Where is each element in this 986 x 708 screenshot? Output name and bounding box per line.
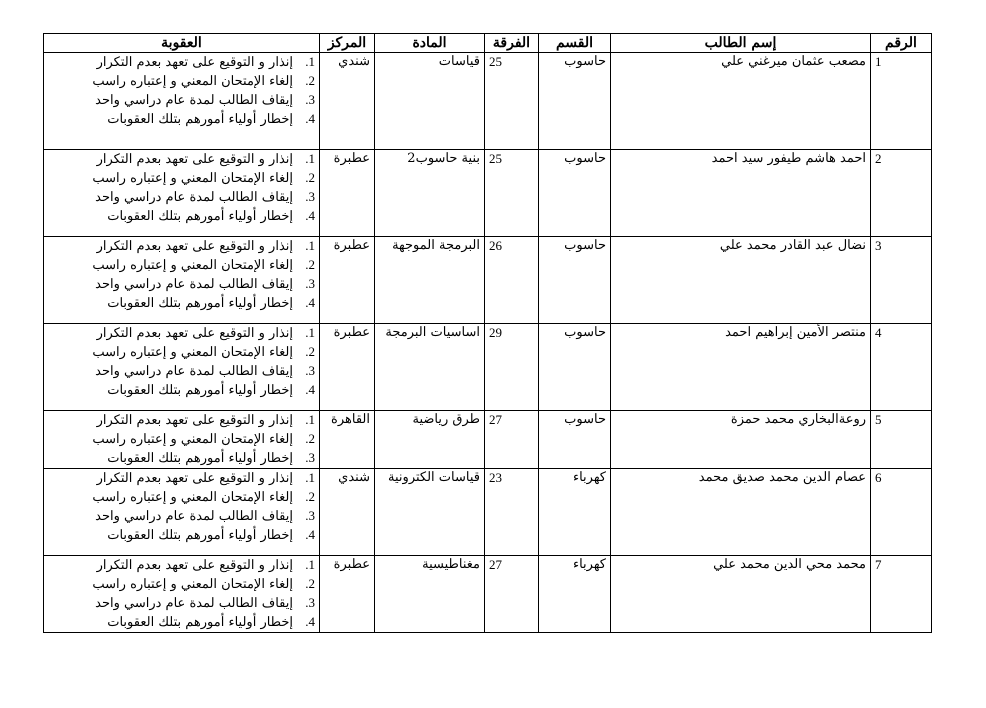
- exam-center: شندي: [320, 53, 375, 150]
- table-row: [44, 556, 932, 633]
- penalty-index: 2.: [305, 431, 315, 446]
- table-body: [44, 53, 932, 633]
- penalty-item: [48, 188, 315, 207]
- header-center: المركز: [320, 34, 375, 53]
- penalty-index: 2.: [305, 73, 315, 88]
- penalty-text: إيقاف الطالب لمدة عام دراسي واحد: [95, 364, 293, 379]
- year-level: 25: [485, 53, 539, 150]
- year-level: 27: [485, 556, 539, 633]
- penalty-index: 1.: [305, 238, 315, 253]
- penalty-item: [48, 53, 315, 72]
- row-number: 2: [871, 150, 932, 237]
- exam-center: عطبرة: [320, 324, 375, 411]
- penalty-item: [48, 594, 315, 613]
- penalty-text: إلغاء الإمتحان المعني و إعتباره راسب: [92, 74, 293, 89]
- penalty-text: إنذار و التوقيع على تعهد بعدم التكرار: [96, 413, 293, 428]
- penalty-text: إنذار و التوقيع على تعهد بعدم التكرار: [96, 239, 293, 254]
- penalty-item: [48, 430, 315, 449]
- penalty-item: [48, 275, 315, 294]
- penalty-text: إخطار أولياء أمورهم بتلك العقوبات: [107, 451, 293, 466]
- penalty-item: [48, 110, 315, 129]
- penalty-index: 4.: [305, 382, 315, 397]
- penalty-item: [48, 507, 315, 526]
- table-row: [44, 469, 932, 556]
- penalty-item: [48, 556, 315, 575]
- header-student: إسم الطالب: [611, 34, 871, 53]
- penalty-item: [48, 169, 315, 188]
- penalty-item: [48, 150, 315, 169]
- penalty-item: [48, 72, 315, 91]
- header-department: القسم: [539, 34, 611, 53]
- penalty-index: 4.: [305, 208, 315, 223]
- penalty-index: 3.: [305, 363, 315, 378]
- penalty-cell: [44, 411, 320, 469]
- penalty-item: [48, 256, 315, 275]
- row-number: 6: [871, 469, 932, 556]
- penalty-index: 2.: [305, 257, 315, 272]
- penalty-index: 2.: [305, 170, 315, 185]
- row-number: 1: [871, 53, 932, 150]
- penalty-index: 3.: [305, 92, 315, 107]
- penalty-text: إخطار أولياء أمورهم بتلك العقوبات: [107, 383, 293, 398]
- department: حاسوب: [539, 324, 611, 411]
- department: كهرباء: [539, 556, 611, 633]
- penalty-list: [48, 324, 315, 400]
- penalty-text: إلغاء الإمتحان المعني و إعتباره راسب: [92, 171, 293, 186]
- exam-center: شندي: [320, 469, 375, 556]
- table-row: [44, 53, 932, 150]
- exam-center: عطبرة: [320, 237, 375, 324]
- penalty-cell: [44, 556, 320, 633]
- penalty-list: [48, 469, 315, 545]
- subject: قياسات الكترونية: [375, 469, 485, 556]
- penalty-text: إنذار و التوقيع على تعهد بعدم التكرار: [96, 152, 293, 167]
- student-name: منتصر الأمين إبراهيم احمد: [611, 324, 871, 411]
- penalty-text: إخطار أولياء أمورهم بتلك العقوبات: [107, 296, 293, 311]
- penalty-text: إنذار و التوقيع على تعهد بعدم التكرار: [96, 326, 293, 341]
- header-subject: المادة: [375, 34, 485, 53]
- penalty-cell: [44, 237, 320, 324]
- penalty-text: إيقاف الطالب لمدة عام دراسي واحد: [95, 277, 293, 292]
- penalty-item: [48, 575, 315, 594]
- subject: بنية حاسوب2: [375, 150, 485, 237]
- row-number: 3: [871, 237, 932, 324]
- penalty-item: [48, 449, 315, 468]
- department: حاسوب: [539, 237, 611, 324]
- header-penalty: العقوبة: [44, 34, 320, 53]
- header-year: الفرقة: [485, 34, 539, 53]
- penalty-text: إخطار أولياء أمورهم بتلك العقوبات: [107, 209, 293, 224]
- penalty-index: 3.: [305, 450, 315, 465]
- penalty-index: 2.: [305, 489, 315, 504]
- department: كهرباء: [539, 469, 611, 556]
- year-level: 29: [485, 324, 539, 411]
- penalty-cell: [44, 150, 320, 237]
- row-number: 4: [871, 324, 932, 411]
- penalty-item: [48, 91, 315, 110]
- year-level: 23: [485, 469, 539, 556]
- header-number: الرقم: [871, 34, 932, 53]
- department: حاسوب: [539, 53, 611, 150]
- penalty-item: [48, 207, 315, 226]
- year-level: 25: [485, 150, 539, 237]
- year-level: 27: [485, 411, 539, 469]
- student-name: نضال عبد القادر محمد علي: [611, 237, 871, 324]
- penalty-cell: [44, 53, 320, 150]
- penalty-item: [48, 526, 315, 545]
- subject: مغناطيسية: [375, 556, 485, 633]
- table-row: [44, 411, 932, 469]
- penalty-item: [48, 324, 315, 343]
- header-row: [44, 34, 932, 53]
- department: حاسوب: [539, 411, 611, 469]
- row-number: 5: [871, 411, 932, 469]
- penalty-index: 3.: [305, 189, 315, 204]
- penalty-text: إلغاء الإمتحان المعني و إعتباره راسب: [92, 345, 293, 360]
- student-name: مصعب عثمان ميرغني علي: [611, 53, 871, 150]
- penalty-index: 3.: [305, 595, 315, 610]
- penalty-text: إلغاء الإمتحان المعني و إعتباره راسب: [92, 258, 293, 273]
- penalty-index: 1.: [305, 54, 315, 69]
- table-row: [44, 237, 932, 324]
- table-row: [44, 150, 932, 237]
- penalty-text: إيقاف الطالب لمدة عام دراسي واحد: [95, 93, 293, 108]
- exam-center: عطبرة: [320, 150, 375, 237]
- penalty-cell: [44, 469, 320, 556]
- penalty-index: 3.: [305, 508, 315, 523]
- penalty-item: [48, 488, 315, 507]
- penalty-list: [48, 556, 315, 632]
- penalty-text: إيقاف الطالب لمدة عام دراسي واحد: [95, 596, 293, 611]
- penalty-item: [48, 381, 315, 400]
- penalty-text: إنذار و التوقيع على تعهد بعدم التكرار: [96, 471, 293, 486]
- penalty-text: إخطار أولياء أمورهم بتلك العقوبات: [107, 615, 293, 630]
- penalty-index: 4.: [305, 614, 315, 629]
- table-row: [44, 324, 932, 411]
- penalty-cell: [44, 324, 320, 411]
- penalty-text: إيقاف الطالب لمدة عام دراسي واحد: [95, 190, 293, 205]
- year-level: 26: [485, 237, 539, 324]
- penalty-item: [48, 294, 315, 313]
- student-name: روعةالبخاري محمد حمزة: [611, 411, 871, 469]
- subject: اساسيات البرمجة: [375, 324, 485, 411]
- penalty-text: إلغاء الإمتحان المعني و إعتباره راسب: [92, 432, 293, 447]
- penalty-index: 2.: [305, 344, 315, 359]
- penalty-list: [48, 53, 315, 129]
- penalty-index: 4.: [305, 295, 315, 310]
- penalty-item: [48, 237, 315, 256]
- subject: طرق رياضية: [375, 411, 485, 469]
- penalty-list: [48, 150, 315, 226]
- subject: قياسات: [375, 53, 485, 150]
- penalty-item: [48, 411, 315, 430]
- penalty-index: 3.: [305, 276, 315, 291]
- exam-center: عطبرة: [320, 556, 375, 633]
- penalty-text: إلغاء الإمتحان المعني و إعتباره راسب: [92, 577, 293, 592]
- penalty-item: [48, 343, 315, 362]
- penalty-index: 1.: [305, 470, 315, 485]
- penalty-index: 1.: [305, 151, 315, 166]
- penalty-index: 4.: [305, 527, 315, 542]
- student-name: محمد محي الدين محمد علي: [611, 556, 871, 633]
- penalty-text: إلغاء الإمتحان المعني و إعتباره راسب: [92, 490, 293, 505]
- penalty-index: 1.: [305, 412, 315, 427]
- subject: البرمجة الموجهة: [375, 237, 485, 324]
- penalty-item: [48, 362, 315, 381]
- penalties-table: [43, 33, 932, 633]
- penalty-text: إخطار أولياء أمورهم بتلك العقوبات: [107, 528, 293, 543]
- exam-center: القاهرة: [320, 411, 375, 469]
- penalty-text: إخطار أولياء أمورهم بتلك العقوبات: [107, 112, 293, 127]
- row-number: 7: [871, 556, 932, 633]
- student-name: احمد هاشم طيفور سيد احمد: [611, 150, 871, 237]
- department: حاسوب: [539, 150, 611, 237]
- penalty-list: [48, 411, 315, 468]
- penalty-item: [48, 613, 315, 632]
- penalty-text: إنذار و التوقيع على تعهد بعدم التكرار: [96, 55, 293, 70]
- penalty-index: 1.: [305, 557, 315, 572]
- penalty-list: [48, 237, 315, 313]
- penalty-text: إيقاف الطالب لمدة عام دراسي واحد: [95, 509, 293, 524]
- penalty-text: إنذار و التوقيع على تعهد بعدم التكرار: [96, 558, 293, 573]
- penalty-index: 1.: [305, 325, 315, 340]
- student-name: عصام الدين محمد صديق محمد: [611, 469, 871, 556]
- penalty-item: [48, 469, 315, 488]
- penalty-index: 4.: [305, 111, 315, 126]
- penalty-index: 2.: [305, 576, 315, 591]
